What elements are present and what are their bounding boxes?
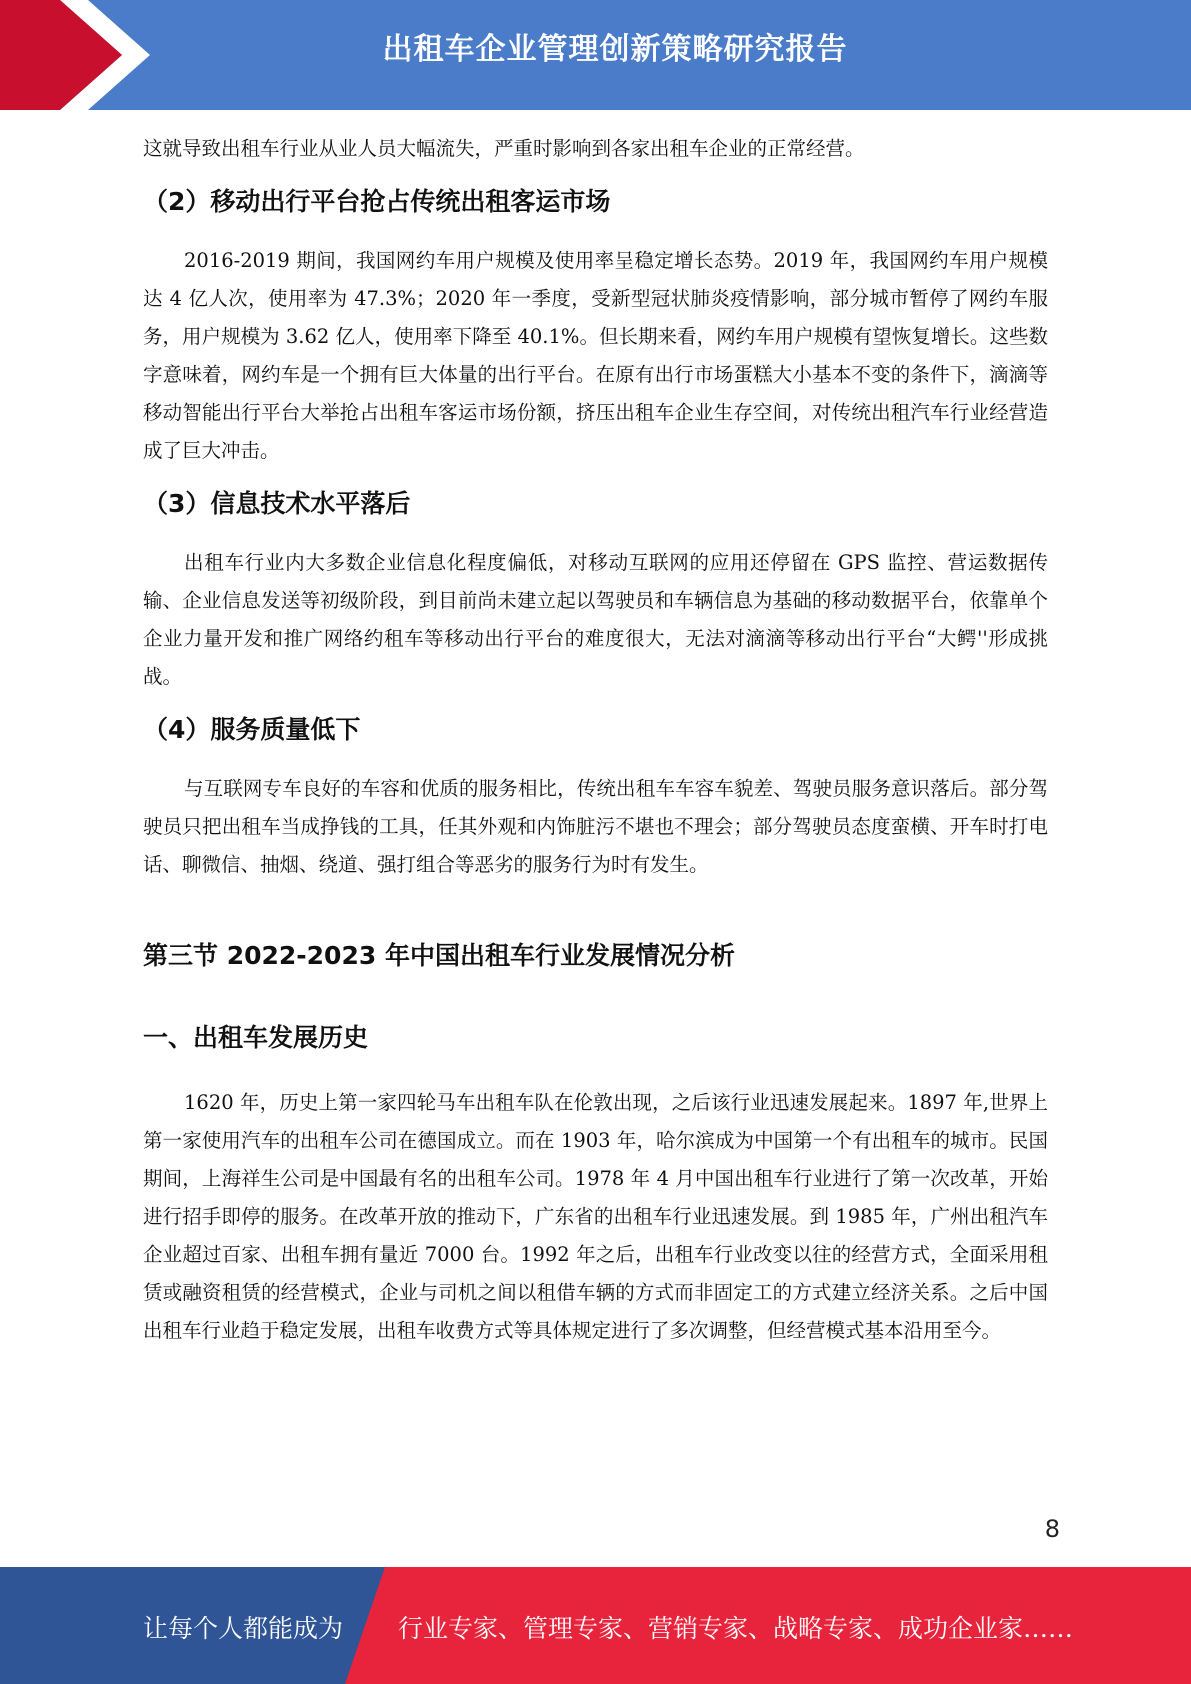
body-paragraph: 这就导致出租车行业从业人员大幅流失，严重时影响到各家出租车企业的正常经营。 [143, 137, 865, 160]
body-paragraph: 与互联网专车良好的车容和优质的服务相比，传统出租车车容车貌差、驾驶员服务意识落后。部分驾驶员只把出租车当成挣钱的工具，任其外观和内饰脏污不堪也不理会；部分驾驶员态度蛮横、开车时打电话、聊微信、抽烟、绕道、强打组合等恶劣的服务行为时有发生。 [143, 777, 1048, 876]
page-number: 8 [1044, 1515, 1060, 1543]
body-paragraph: 出租车行业内大多数企业信息化程度偏低，对移动互联网的应用还停留在 GPS 监控、营运数据传输、企业信息发送等初级阶段，到目前尚未建立起以驾驶员和车辆信息为基础的移动数据平台，依靠单个企业力量开发和推广网络约租车等移动出行平台的难度很大，无法对滴滴等移动出行平台“大鳄''形成挑战。 [143, 551, 1048, 688]
subsection-heading: （4）服务质量低下 [143, 715, 361, 744]
section-heading: 一、出租车发展历史 [143, 1023, 369, 1052]
body-paragraph: 2016-2019 期间，我国网约车用户规模及使用率呈稳定增长态势。2019 年，我国网约车用户规模达 4 亿人次，使用率为 47.3%；2020 年一季度，受新型冠状肺炎疫情影响，部分城市暂停了网约车服务，用户规模为 3.62 亿人，使用率下降至 40.1%。但长期来看，网约车用户规模有望恢复增长。这些数字意味着，网约车是一个拥有巨大体量的出行平台。在原有出行市场蛋糕大小基本不变的条件下，滴滴等移动智能出行平台大举抢占出租车客运市场份额，挤压出租车企业生存空间，对传统出租汽车行业经营造成了巨大冲击。 [143, 249, 1048, 462]
subsection-heading: （3）信息技术水平落后 [143, 489, 411, 518]
body-paragraph: 1620 年，历史上第一家四轮马车出租车队在伦敦出现，之后该行业迅速发展起来。1897 年,世界上第一家使用汽车的出租车公司在德国成立。而在 1903 年，哈尔滨成为中国第一个有出租车的城市。民国期间，上海祥生公司是中国最有名的出租车公司。1978 年 4 月中国出租车行业进行了第一次改革，开始进行招手即停的服务。在改革开放的推动下，广东省的出租车行业迅速发展。到 1985 年，广州出租汽车企业超过百家、出租车拥有量近 7000 台。1992 年之后，出租车行业改变以往的经营方式，全面采用租赁或融资租赁的经营模式，企业与司机之间以租借车辆的方式而非固定工的方式建立经济关系。之后中国出租车行业趋于稳定发展，出租车收费方式等具体规定进行了多次调整，但经营模式基本沿用至今。 [143, 1091, 1048, 1342]
subsection-heading: （2）移动出行平台抢占传统出租客运市场 [143, 187, 611, 216]
page-footer [0, 1567, 1191, 1684]
document-title: 出租车企业管理创新策略研究报告 [382, 32, 848, 67]
page-header [0, 0, 1191, 110]
section-heading: 第三节 2022-2023 年中国出租车行业发展情况分析 [143, 941, 735, 970]
footer-slogan-right: 行业专家、管理专家、营销专家、战略专家、成功企业家…… [398, 1614, 1074, 1643]
page-content [143, 130, 1048, 1350]
footer-slogan-left: 让每个人都能成为 [143, 1614, 344, 1643]
